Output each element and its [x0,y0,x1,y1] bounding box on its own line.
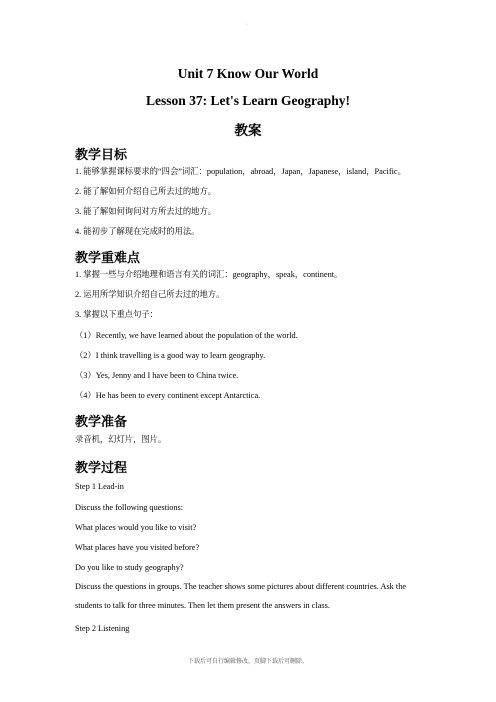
key-sentence: （1）Recently, we have learned about the population of the world. [75,331,298,340]
objective-item: 1. 能够掌握课标要求的“四会”词汇：population，abroad，Japan，Japanese，island，Pacific。 [75,167,406,176]
objective-item: 2. 能了解如何介绍自己所去过的地方。 [75,187,217,196]
key-point-item: 1. 掌握一些与介绍地理和语言有关的词汇：geography，speak，continent。 [75,270,343,279]
key-point-item: 2. 运用所学知识介绍自己所去过的地方。 [75,290,225,299]
key-sentence: （4）He has been to every continent except Antarctica. [75,391,261,400]
process-line: Step 1 Lead-in [75,482,124,491]
process-line: Do you like to study geography? [75,563,184,572]
process-line: What places would you like to visit? [75,523,197,532]
objective-item: 4. 能初步了解现在完成时的用法。 [75,227,200,236]
process-heading: 教学过程 [75,460,128,475]
process-paragraph: Discuss the questions in groups. The teacher shows some pictures about different countries. Ask the students to talk for three minutes. Then let them present the answers in class. [75,582,407,610]
page-footer: 下载后可自行编辑修改，页脚下载后可删除。 [187,658,308,665]
preparation-text: 录音机，幻灯片，图片。 [75,435,167,444]
process-line: Step 2 Listening [75,624,130,633]
process-line: Discuss the following questions: [75,503,184,512]
key-sentence: （3）Yes, Jenny and I have been to China twice. [75,371,239,380]
key-point-item: 3. 掌握以下重点句子： [75,310,158,319]
doc-type-title: 教案 [234,123,262,138]
unit-title: Unit 7 Know Our World [177,66,319,81]
header-mark: · [246,22,248,28]
key-sentence: （2）I think travelling is a good way to learn geography. [75,351,266,360]
key-points-heading: 教学重难点 [75,250,141,265]
process-line: What places have you visited before? [75,543,200,552]
objective-item: 3. 能了解如何询问对方所去过的地方。 [75,207,217,216]
objectives-heading: 教学目标 [75,147,128,162]
preparation-heading: 教学准备 [75,414,128,429]
lesson-title: Lesson 37: Let's Learn Geography! [146,93,350,108]
